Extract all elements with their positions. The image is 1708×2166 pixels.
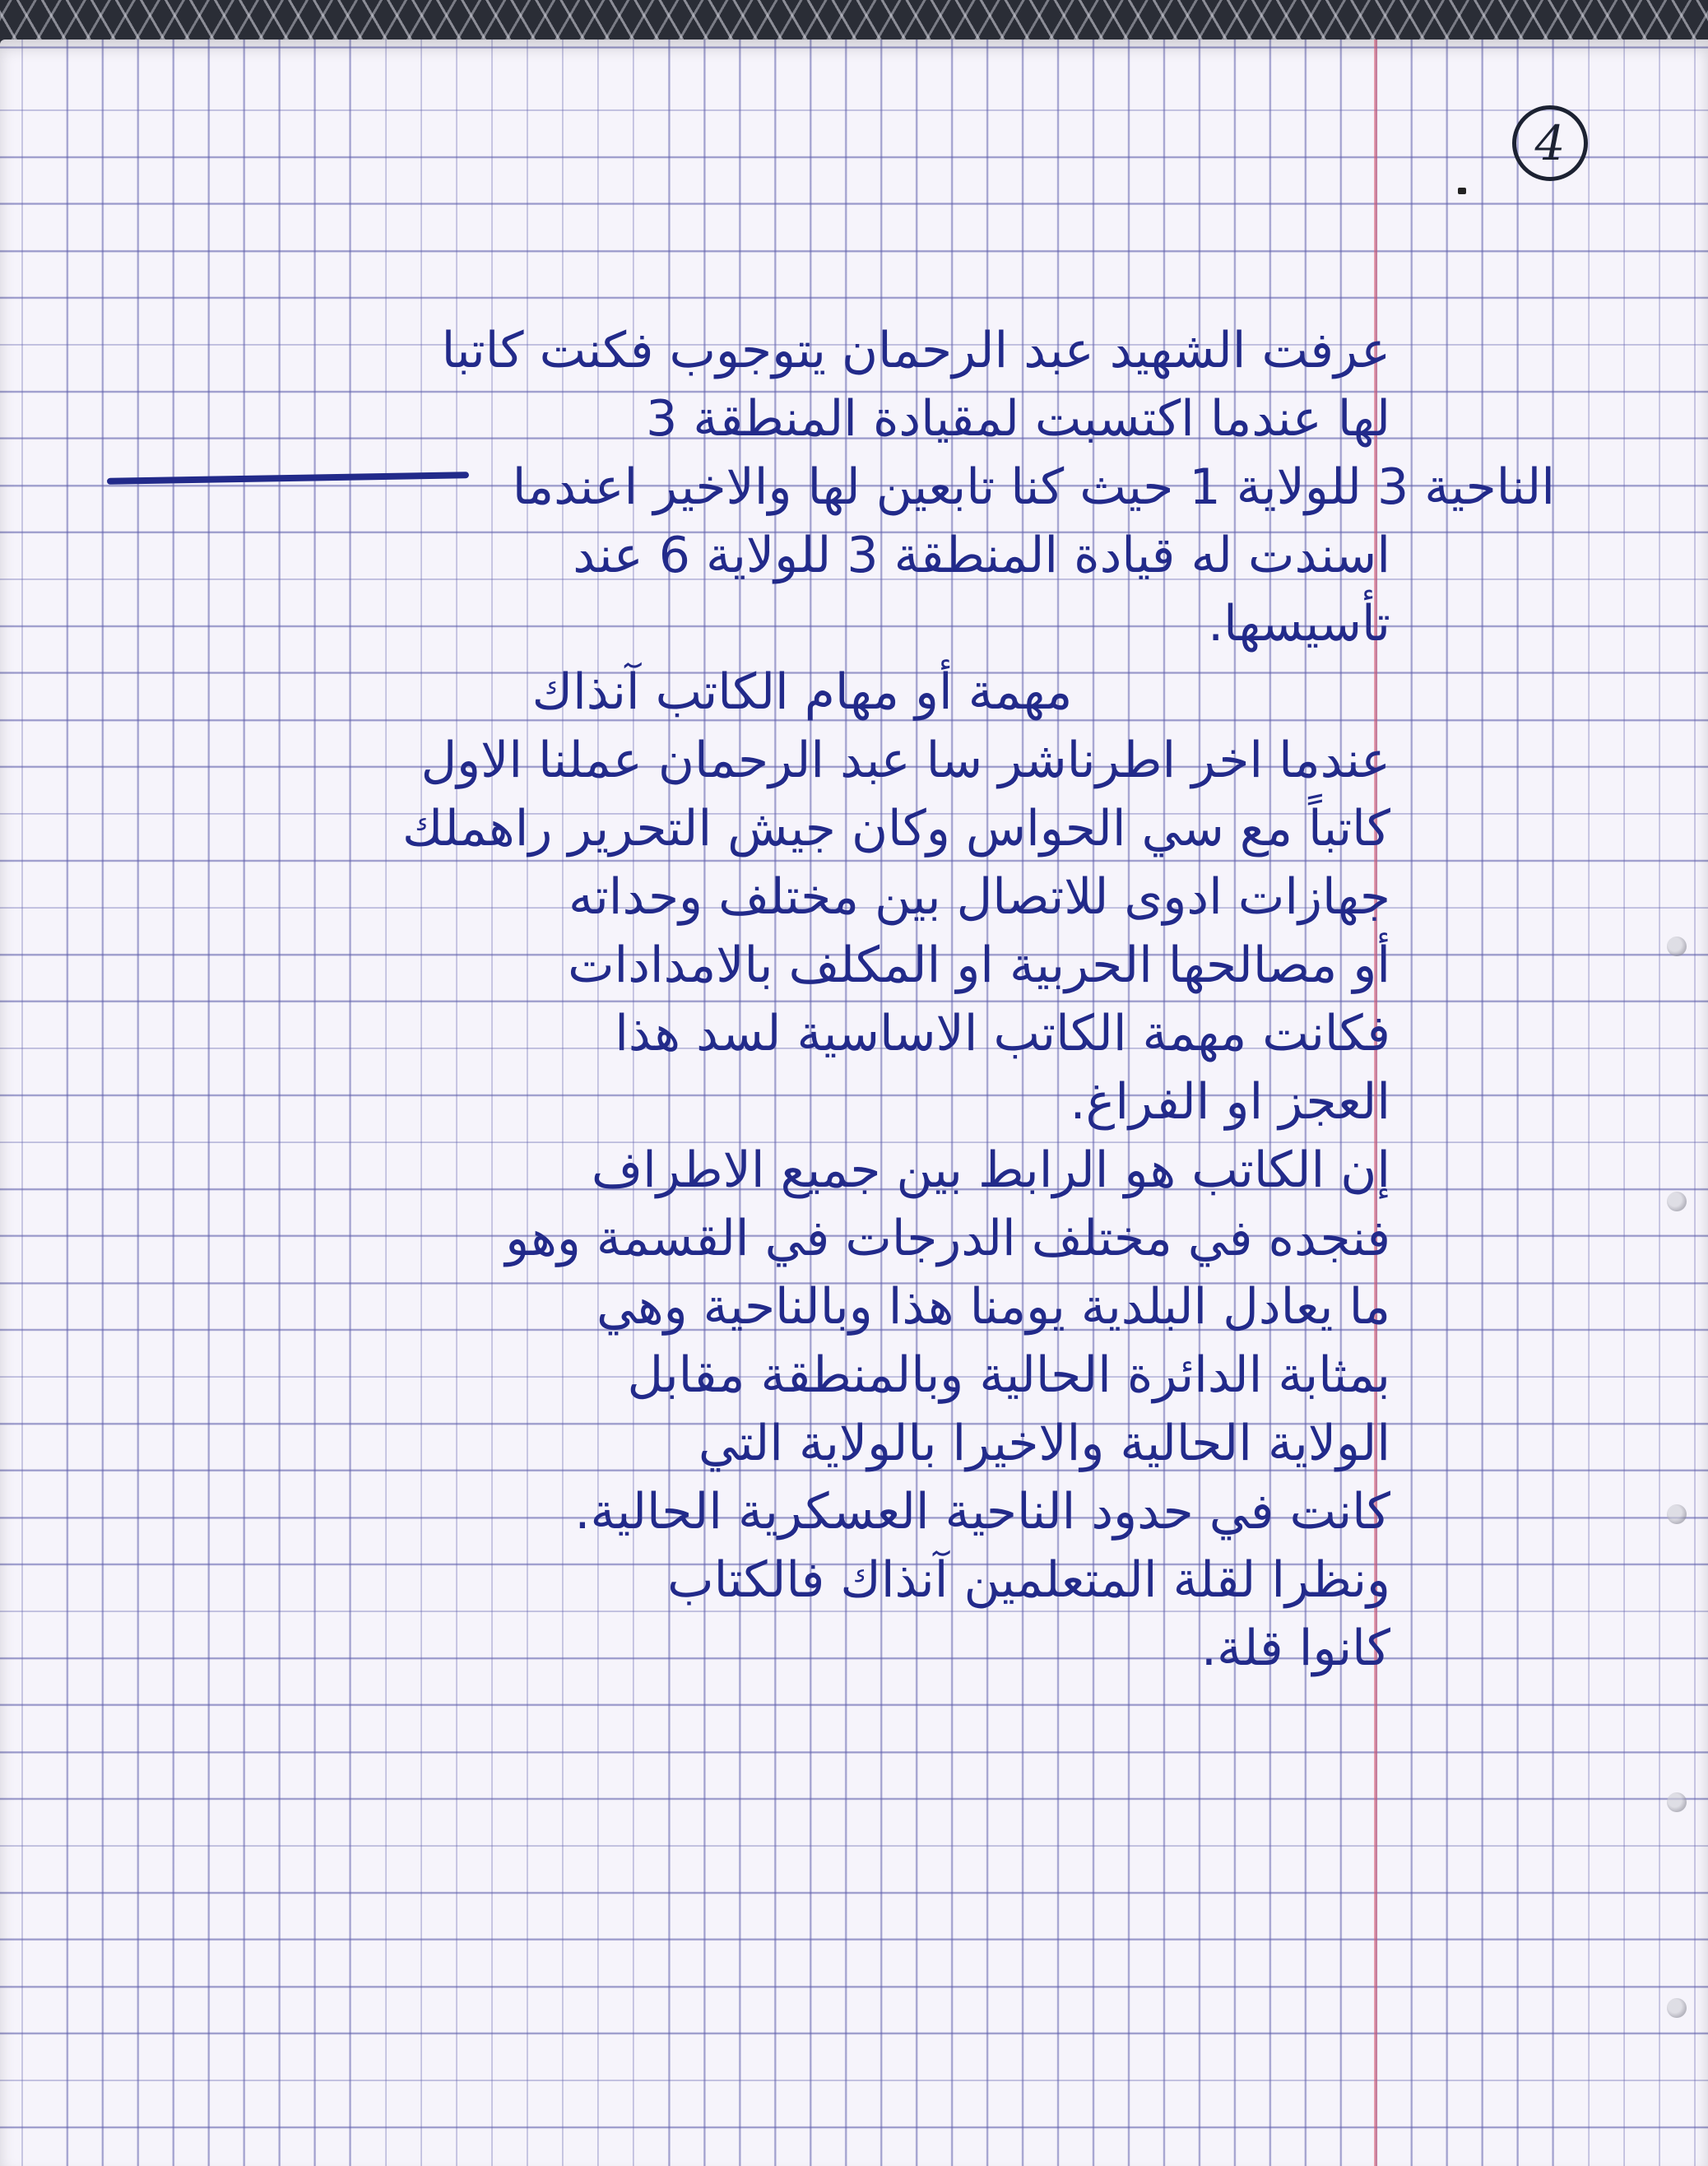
- binding-hole: [1667, 1504, 1687, 1524]
- text-line: العجز او الفراغ.: [1070, 1073, 1390, 1131]
- text-line: الناحية 3 للولاية 1 حيث كنا تابعين لها والاخير اعندما: [512, 458, 1555, 516]
- text-line: جهازات ادوى للاتصال بين مختلف وحداته: [568, 868, 1390, 926]
- text-line: إن الكاتب هو الرابط بين جميع الاطراف: [591, 1141, 1390, 1199]
- section-heading: مهمة أو مهام الكاتب آنذاك: [531, 663, 1073, 721]
- text-line: عندما اخر اطرناشر سا عبد الرحمان عملنا الاول: [420, 732, 1390, 789]
- binding-hole: [1667, 1792, 1687, 1812]
- text-line: بمثابة الدائرة الحالية وبالمنطقة مقابل: [627, 1346, 1390, 1404]
- text-line: ونظرا لقلة المتعلمين آنذاك فالكتاب: [667, 1551, 1390, 1609]
- text-line: فنجده في مختلف الدرجات في القسمة وهو: [505, 1210, 1390, 1267]
- text-line: كانت في حدود الناحية العسكرية الحالية.: [574, 1483, 1390, 1541]
- text-line: تأسيسها.: [1208, 595, 1390, 653]
- page-number: 4: [1512, 105, 1588, 181]
- text-line: اسندت له قيادة المنطقة 3 للولاية 6 عند: [573, 527, 1390, 584]
- binding-hole: [1667, 1998, 1687, 2018]
- text-line: كانوا قلة.: [1200, 1620, 1390, 1677]
- handwritten-text: [49, 317, 1555, 1683]
- text-line: كاتباً مع سي الحواس وكان جيش التحرير راهملك: [401, 800, 1390, 858]
- text-line: الولاية الحالية والاخيرا بالولاية التي: [698, 1415, 1390, 1472]
- binding-holes: [1662, 40, 1695, 2166]
- binding-hole: [1667, 937, 1687, 956]
- text-line: ما يعادل البلدية يومنا هذا وبالناحية وهي: [596, 1278, 1390, 1336]
- binding-hole: [1667, 1192, 1687, 1211]
- text-line: لها عندما اكتسبت لمقيادة المنطقة 3: [646, 390, 1390, 448]
- text-line: فكانت مهمة الكاتب الاساسية لسد هذا: [615, 1005, 1390, 1062]
- text-line: أو مصالحها الحربية او المكلف بالامدادات: [568, 937, 1390, 994]
- text-line: عرفت الشهيد عبد الرحمان يتوجوب فكنت كاتبا: [441, 322, 1390, 379]
- ink-dot: [1458, 188, 1466, 194]
